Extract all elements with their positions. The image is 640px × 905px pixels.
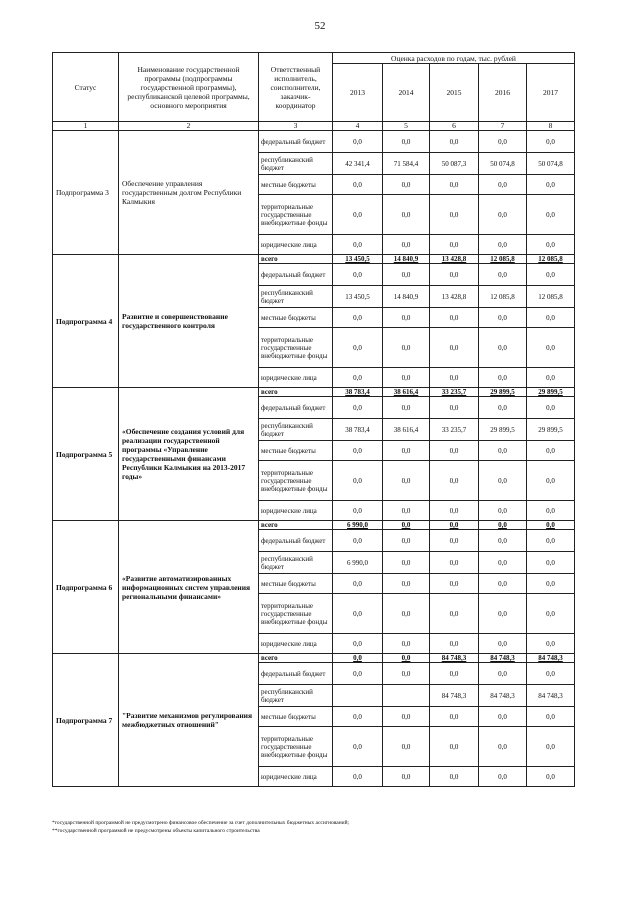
- budget-value: 0,0: [383, 397, 430, 419]
- budget-value: 12 085,8: [479, 255, 527, 264]
- budget-value: 0,0: [333, 727, 383, 767]
- budget-value: 0,0: [383, 461, 430, 501]
- budget-value: 0,0: [479, 441, 527, 461]
- budget-value: 0,0: [430, 175, 479, 195]
- budget-value: 0,0: [479, 663, 527, 685]
- budget-value: 29 899,5: [527, 388, 575, 397]
- budget-value: 0,0: [430, 574, 479, 594]
- budget-value: [333, 685, 383, 707]
- budget-value: 0,0: [430, 131, 479, 153]
- budget-value: 0,0: [333, 707, 383, 727]
- header-year: 2014: [383, 64, 430, 122]
- budget-value: 38 616,4: [383, 388, 430, 397]
- funding-source: юридические лица: [259, 634, 333, 654]
- budget-value: 0,0: [527, 707, 575, 727]
- funding-source: всего: [259, 255, 333, 264]
- column-number-row: [53, 122, 575, 131]
- funding-source: всего: [259, 521, 333, 530]
- footnotes: [52, 819, 592, 835]
- budget-value: 0,0: [383, 195, 430, 235]
- column-number: 8: [527, 122, 575, 131]
- subprogram-name: «Обеспечение создания условий для реализации государственной программы «Управление государственными финансами Республики Калмыкия на 2013-2017 годы»: [119, 388, 259, 521]
- funding-source: республиканский бюджет: [259, 286, 333, 308]
- budget-value: 13 428,8: [430, 255, 479, 264]
- funding-source: республиканский бюджет: [259, 685, 333, 707]
- budget-value: 12 085,8: [479, 286, 527, 308]
- budget-value: 0,0: [479, 501, 527, 521]
- budget-value: 33 235,7: [430, 419, 479, 441]
- footnote: *государственной программой не предусмотрено финансовое обеспечение за счет дополнительных бюджетных ассигнований;: [52, 820, 350, 826]
- budget-value: 0,0: [383, 663, 430, 685]
- budget-value: 14 840,9: [383, 286, 430, 308]
- funding-source: всего: [259, 388, 333, 397]
- budget-value: 12 085,8: [527, 286, 575, 308]
- budget-value: 0,0: [527, 264, 575, 286]
- budget-value: 0,0: [479, 707, 527, 727]
- budget-value: 0,0: [383, 501, 430, 521]
- budget-value: 0,0: [383, 530, 430, 552]
- budget-value: 0,0: [383, 594, 430, 634]
- budget-value: 0,0: [430, 397, 479, 419]
- funding-source: федеральный бюджет: [259, 663, 333, 685]
- header-executor: Ответственный исполнитель, соисполнители, заказчик-координатор: [259, 53, 333, 122]
- budget-value: 84 748,3: [430, 685, 479, 707]
- budget-value: 0,0: [527, 552, 575, 574]
- budget-value: 0,0: [430, 264, 479, 286]
- funding-source: юридические лица: [259, 235, 333, 255]
- budget-value: 0,0: [333, 308, 383, 328]
- funding-source: республиканский бюджет: [259, 153, 333, 175]
- total-row: [53, 521, 575, 530]
- budget-value: 71 584,4: [383, 153, 430, 175]
- budget-value: 0,0: [527, 131, 575, 153]
- budget-value: 0,0: [383, 654, 430, 663]
- budget-value: 0,0: [383, 328, 430, 368]
- budget-value: 0,0: [430, 441, 479, 461]
- budget-value: 0,0: [383, 264, 430, 286]
- budget-value: 50 074,8: [527, 153, 575, 175]
- column-number: 3: [259, 122, 333, 131]
- header-year: 2017: [527, 64, 575, 122]
- budget-value: 0,0: [430, 521, 479, 530]
- column-number: 6: [430, 122, 479, 131]
- budget-value: 0,0: [430, 308, 479, 328]
- budget-value: 0,0: [527, 235, 575, 255]
- funding-source: юридические лица: [259, 368, 333, 388]
- budget-value: 0,0: [383, 235, 430, 255]
- budget-value: 0,0: [430, 530, 479, 552]
- budget-value: 0,0: [333, 397, 383, 419]
- budget-value: 0,0: [527, 767, 575, 787]
- budget-value: 0,0: [527, 530, 575, 552]
- funding-source: юридические лица: [259, 767, 333, 787]
- budget-value: [383, 685, 430, 707]
- budget-value: 29 899,5: [479, 388, 527, 397]
- budget-value: 0,0: [383, 634, 430, 654]
- subprogram-name: Развитие и совершенствование государственного контроля: [119, 255, 259, 388]
- budget-value: 0,0: [479, 235, 527, 255]
- funding-source: местные бюджеты: [259, 175, 333, 195]
- funding-source: местные бюджеты: [259, 441, 333, 461]
- header-estimate: Оценка расходов по годам, тыс. рублей: [333, 53, 575, 64]
- budget-value: 0,0: [479, 767, 527, 787]
- subprogram-status: Подпрограмма 7: [53, 654, 119, 787]
- budget-value: 0,0: [333, 767, 383, 787]
- budget-value: 38 783,4: [333, 388, 383, 397]
- funding-source: федеральный бюджет: [259, 264, 333, 286]
- budget-value: 0,0: [383, 767, 430, 787]
- budget-value: 0,0: [527, 461, 575, 501]
- column-number: 2: [119, 122, 259, 131]
- funding-source: республиканский бюджет: [259, 419, 333, 441]
- budget-value: 0,0: [527, 727, 575, 767]
- budget-value: 0,0: [333, 530, 383, 552]
- budget-value: 0,0: [430, 552, 479, 574]
- budget-value: 0,0: [383, 727, 430, 767]
- funding-source: юридические лица: [259, 501, 333, 521]
- budget-value: 0,0: [527, 195, 575, 235]
- budget-value: 0,0: [333, 461, 383, 501]
- total-row: [53, 654, 575, 663]
- budget-value: 0,0: [333, 235, 383, 255]
- budget-value: 14 840,9: [383, 255, 430, 264]
- budget-value: 0,0: [383, 131, 430, 153]
- header-year: 2013: [333, 64, 383, 122]
- budget-value: 0,0: [383, 707, 430, 727]
- budget-value: 0,0: [333, 264, 383, 286]
- budget-value: 0,0: [333, 195, 383, 235]
- funding-source: местные бюджеты: [259, 308, 333, 328]
- budget-value: 0,0: [383, 552, 430, 574]
- budget-value: 29 899,5: [527, 419, 575, 441]
- budget-value: 0,0: [527, 574, 575, 594]
- column-number: 5: [383, 122, 430, 131]
- subprogram-status: Подпрограмма 3: [53, 131, 119, 255]
- budget-value: 0,0: [527, 634, 575, 654]
- column-number: 7: [479, 122, 527, 131]
- column-number: 1: [53, 122, 119, 131]
- budget-value: 6 990,0: [333, 552, 383, 574]
- budget-value: 0,0: [383, 308, 430, 328]
- budget-value: 0,0: [527, 501, 575, 521]
- budget-value: 29 899,5: [479, 419, 527, 441]
- funding-source: федеральный бюджет: [259, 530, 333, 552]
- budget-value: 0,0: [479, 131, 527, 153]
- budget-value: 0,0: [333, 131, 383, 153]
- budget-value: 12 085,8: [527, 255, 575, 264]
- funding-source: федеральный бюджет: [259, 131, 333, 153]
- budget-value: 0,0: [383, 574, 430, 594]
- budget-value: 13 428,8: [430, 286, 479, 308]
- budget-value: 0,0: [527, 175, 575, 195]
- budget-value: 0,0: [527, 397, 575, 419]
- budget-value: 0,0: [430, 195, 479, 235]
- budget-value: 0,0: [479, 264, 527, 286]
- budget-value: 50 074,8: [479, 153, 527, 175]
- budget-value: 0,0: [333, 328, 383, 368]
- funding-source: федеральный бюджет: [259, 397, 333, 419]
- footnote: **государственной программой не предусмотрены объекты капитального строительства: [52, 828, 260, 834]
- budget-value: 0,0: [527, 521, 575, 530]
- budget-value: 0,0: [383, 441, 430, 461]
- budget-value: 0,0: [333, 654, 383, 663]
- budget-value: 0,0: [527, 594, 575, 634]
- budget-value: 0,0: [479, 574, 527, 594]
- budget-value: 0,0: [333, 175, 383, 195]
- budget-value: 42 341,4: [333, 153, 383, 175]
- budget-value: 0,0: [527, 328, 575, 368]
- budget-value: 0,0: [430, 634, 479, 654]
- subprogram-name: «Развитие автоматизированных информационных систем управления региональными финансами»: [119, 521, 259, 654]
- budget-value: 0,0: [479, 634, 527, 654]
- funding-source: территориальные государственные внебюджетные фонды: [259, 594, 333, 634]
- subprogram-name: "Развитие механизмов регулирования межбюджетных отношений": [119, 654, 259, 787]
- budget-value: 50 087,3: [430, 153, 479, 175]
- funding-source: территориальные государственные внебюджетные фонды: [259, 195, 333, 235]
- budget-value: 0,0: [479, 552, 527, 574]
- budget-value: 0,0: [479, 530, 527, 552]
- header-year: 2016: [479, 64, 527, 122]
- budget-value: 0,0: [479, 328, 527, 368]
- funding-source: территориальные государственные внебюджетные фонды: [259, 461, 333, 501]
- budget-value: 38 783,4: [333, 419, 383, 441]
- header-year: 2015: [430, 64, 479, 122]
- budget-value: 0,0: [383, 175, 430, 195]
- budget-value: 0,0: [383, 521, 430, 530]
- budget-value: 0,0: [479, 727, 527, 767]
- budget-value: 0,0: [479, 461, 527, 501]
- budget-value: 0,0: [430, 767, 479, 787]
- budget-value: 0,0: [430, 707, 479, 727]
- table-body: [53, 122, 575, 787]
- budget-value: 0,0: [333, 594, 383, 634]
- page-number: 52: [314, 20, 326, 32]
- subprogram-status: Подпрограмма 4: [53, 255, 119, 388]
- budget-value: 0,0: [333, 634, 383, 654]
- budget-value: 13 450,5: [333, 255, 383, 264]
- budget-value: 0,0: [479, 175, 527, 195]
- budget-value: 84 748,3: [479, 654, 527, 663]
- budget-value: 0,0: [527, 441, 575, 461]
- budget-value: 0,0: [333, 574, 383, 594]
- budget-value: 33 235,7: [430, 388, 479, 397]
- budget-value: 0,0: [333, 441, 383, 461]
- subprogram-status: Подпрограмма 6: [53, 521, 119, 654]
- budget-value: 0,0: [333, 368, 383, 388]
- funding-source: местные бюджеты: [259, 574, 333, 594]
- budget-value: 38 616,4: [383, 419, 430, 441]
- budget-value: 13 450,5: [333, 286, 383, 308]
- budget-value: 0,0: [333, 501, 383, 521]
- budget-value: 0,0: [527, 308, 575, 328]
- header-name: Наименование государственной программы (подпрограммы государственной программы), республиканской целевой программы, основного мероприятия: [119, 53, 259, 122]
- total-row: [53, 255, 575, 264]
- subprogram-status: Подпрограмма 5: [53, 388, 119, 521]
- funding-source: территориальные государственные внебюджетные фонды: [259, 727, 333, 767]
- total-row: [53, 388, 575, 397]
- table-row: [53, 131, 575, 153]
- subprogram-name: Обеспечение управления государственным долгом Республики Калмыкия: [119, 131, 259, 255]
- budget-value: 0,0: [479, 521, 527, 530]
- budget-value: 0,0: [430, 235, 479, 255]
- budget-value: 0,0: [430, 368, 479, 388]
- budget-value: 0,0: [479, 594, 527, 634]
- budget-value: 0,0: [479, 397, 527, 419]
- budget-value: 0,0: [527, 368, 575, 388]
- budget-table: [52, 52, 575, 787]
- budget-value: 0,0: [479, 308, 527, 328]
- budget-value: 0,0: [479, 195, 527, 235]
- budget-value: 0,0: [430, 663, 479, 685]
- budget-value: 84 748,3: [479, 685, 527, 707]
- column-number: 4: [333, 122, 383, 131]
- funding-source: всего: [259, 654, 333, 663]
- budget-value: 84 748,3: [527, 685, 575, 707]
- budget-value: 0,0: [430, 461, 479, 501]
- funding-source: местные бюджеты: [259, 707, 333, 727]
- budget-value: 0,0: [430, 328, 479, 368]
- budget-value: 0,0: [383, 368, 430, 388]
- budget-value: 0,0: [430, 727, 479, 767]
- header-status: Статус: [53, 53, 119, 122]
- budget-value: 0,0: [430, 594, 479, 634]
- budget-value: 0,0: [430, 501, 479, 521]
- budget-value: 6 990,0: [333, 521, 383, 530]
- budget-value: 84 748,3: [527, 654, 575, 663]
- budget-value: 84 748,3: [430, 654, 479, 663]
- budget-value: 0,0: [527, 663, 575, 685]
- budget-value: 0,0: [333, 663, 383, 685]
- budget-value: 0,0: [479, 368, 527, 388]
- funding-source: территориальные государственные внебюджетные фонды: [259, 328, 333, 368]
- funding-source: республиканский бюджет: [259, 552, 333, 574]
